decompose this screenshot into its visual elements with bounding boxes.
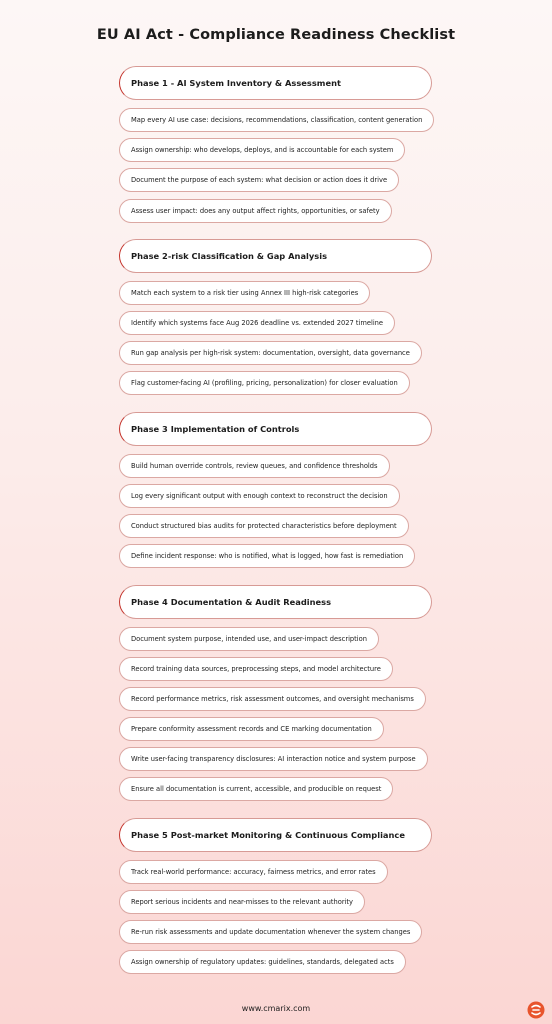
checklist-item: Track real-world performance: accuracy, fairness metrics, and error rates xyxy=(119,860,388,884)
checklist-item: Log every significant output with enough context to reconstruct the decision xyxy=(119,484,400,508)
phase-4-header: Phase 4 Documentation & Audit Readiness xyxy=(119,585,432,619)
checklist-item: Identify which systems face Aug 2026 deadline vs. extended 2027 timeline xyxy=(119,311,395,335)
phase-3-header: Phase 3 Implementation of Controls xyxy=(119,412,432,446)
checklist-item: Report serious incidents and near-misses to the relevant authority xyxy=(119,890,365,914)
checklist-item: Map every AI use case: decisions, recommendations, classification, content generation xyxy=(119,108,434,132)
checklist-item: Re-run risk assessments and update documentation whenever the system changes xyxy=(119,920,422,944)
footer-url[interactable]: www.cmarix.com xyxy=(241,1004,311,1013)
checklist-item: Write user-facing transparency disclosures: AI interaction notice and system purpose xyxy=(119,747,428,771)
checklist-item: Match each system to a risk tier using Annex III high-risk categories xyxy=(119,281,370,305)
checklist-item: Prepare conformity assessment records and CE marking documentation xyxy=(119,717,384,741)
phase-5-header: Phase 5 Post-market Monitoring & Continuous Compliance xyxy=(119,818,432,852)
checklist-item: Assess user impact: does any output affect rights, opportunities, or safety xyxy=(119,199,392,223)
checklist-item: Assign ownership of regulatory updates: guidelines, standards, delegated acts xyxy=(119,950,406,974)
checklist-item: Record performance metrics, risk assessment outcomes, and oversight mechanisms xyxy=(119,687,426,711)
page-title: EU AI Act - Compliance Readiness Checklist xyxy=(96,27,456,43)
checklist-item: Document the purpose of each system: what decision or action does it drive xyxy=(119,168,399,192)
checklist-item: Ensure all documentation is current, accessible, and producible on request xyxy=(119,777,393,801)
phase-2-header: Phase 2-risk Classification & Gap Analysis xyxy=(119,239,432,273)
phase-1-header: Phase 1 - AI System Inventory & Assessment xyxy=(119,66,432,100)
checklist-item: Run gap analysis per high-risk system: documentation, oversight, data governance xyxy=(119,341,422,365)
checklist-item: Conduct structured bias audits for protected characteristics before deployment xyxy=(119,514,409,538)
checklist-item: Build human override controls, review queues, and confidence thresholds xyxy=(119,454,390,478)
checklist-item: Define incident response: who is notified, what is logged, how fast is remediation xyxy=(119,544,415,568)
cmarix-logo-icon xyxy=(527,1001,545,1019)
checklist-item: Flag customer-facing AI (profiling, pricing, personalization) for closer evaluation xyxy=(119,371,410,395)
checklist-item: Assign ownership: who develops, deploys, and is accountable for each system xyxy=(119,138,405,162)
checklist-item: Document system purpose, intended use, and user-impact description xyxy=(119,627,379,651)
checklist-item: Record training data sources, preprocessing steps, and model architecture xyxy=(119,657,393,681)
